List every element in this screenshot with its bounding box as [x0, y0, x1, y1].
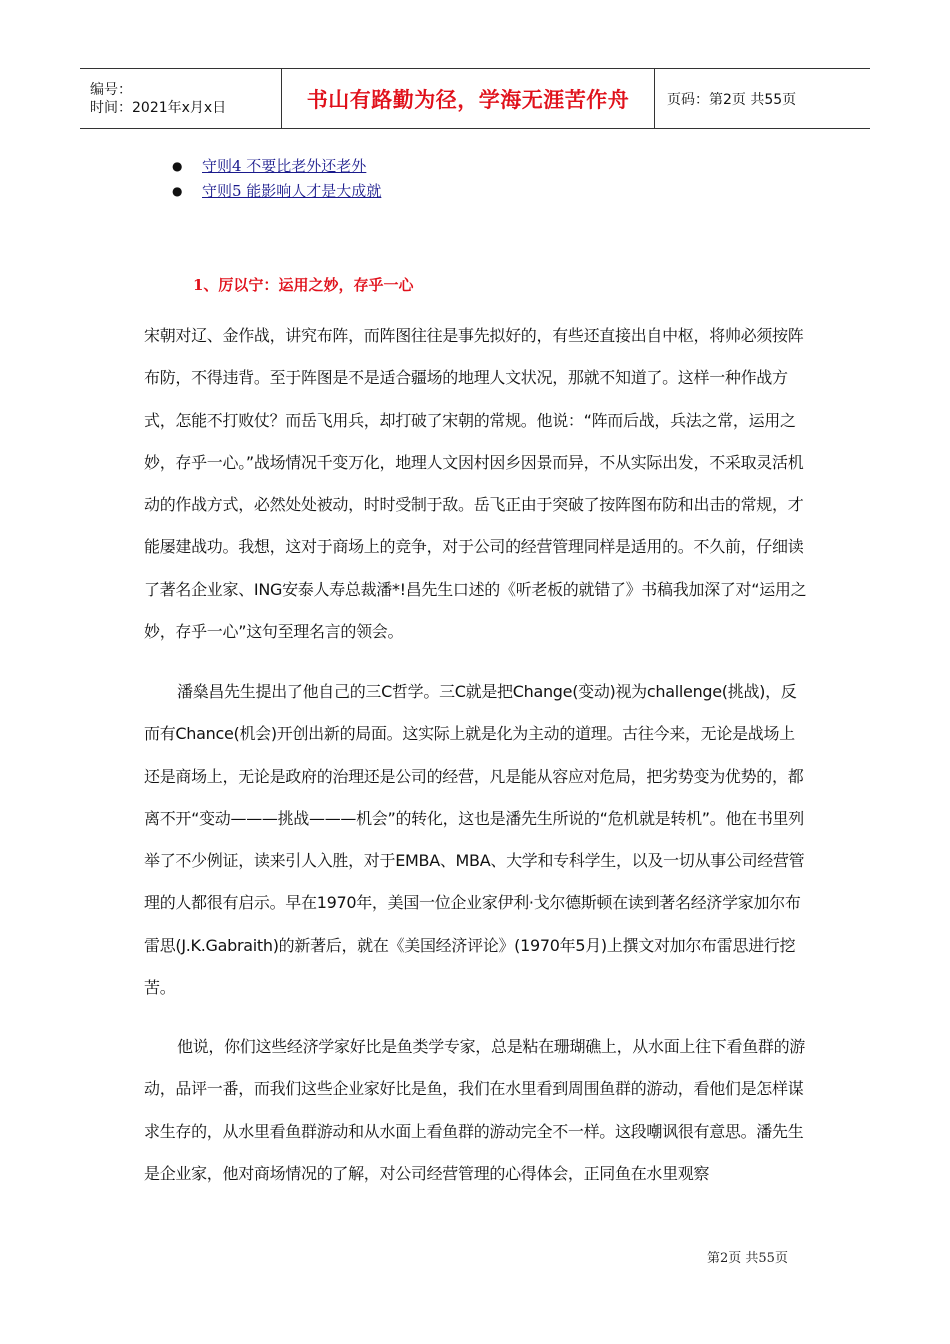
toc-link-rule-5[interactable]: 守则5 能影响人才是大成就	[202, 182, 382, 200]
list-item	[172, 154, 381, 179]
number-label: 编号：	[90, 81, 132, 98]
header-page-cell	[655, 69, 870, 128]
bullet-icon: ●	[172, 184, 183, 198]
header-motto-cell	[282, 69, 655, 128]
body-paragraph-3: 他说，你们这些经济学家好比是鱼类学专家，总是粘在珊瑚礁上，从水面上往下看鱼群的游动，品评一番，而我们这些企业家好比是鱼，我们在水里看到周围鱼群的游动，看他们是怎样谋求生存的，从水里看鱼群游动和从水面上看鱼群的游动完全不一样。这段嘲讽很有意思。潘先生是企业家，他对商场情况的了解，对公司经营管理的心得体会，正同鱼在水里观察	[144, 1037, 806, 1183]
header-meta-cell	[80, 69, 282, 128]
body-paragraph-1: 宋朝对辽、金作战，讲究布阵，而阵图往往是事先拟好的，有些还直接出自中枢，将帅必须按阵布防，不得违背。至于阵图是不是适合疆场的地理人文状况，那就不知道了。这样一种作战方式，怎能不打败仗？而岳飞用兵，却打破了宋朝的常规。他说：“阵而后战，兵法之常，运用之妙，存乎一心。”战场情况千变万化，地理人文因村因乡因景而异，不从实际出发，不采取灵活机动的作战方式，必然处处被动，时时受制于敌。岳飞正由于突破了按阵图布防和出击的常规，才能屡建战功。我想，这对于商场上的竞争，对于公司的经营管理同样是适用的。不久前，仔细读了著名企业家、ING安泰人寿总裁潘*!昌先生口述的《听老板的就错了》书稿我加深了对“运用之妙，存乎一心”这句至理名言的领会。	[144, 326, 807, 642]
toc-link-list	[172, 154, 381, 204]
page-footer: 第2页 共55页	[707, 1251, 788, 1266]
time-label: 时间：2021年x月x日	[90, 99, 227, 116]
list-item	[172, 179, 381, 204]
body-paragraph-2: 潘燊昌先生提出了他自己的三C哲学。三C就是把Change(变动)视为challenge(挑战)，反而有Chance(机会)开创出新的局面。这实际上就是化为主动的道理。古往今来，无论是战场上还是商场上，无论是政府的治理还是公司的经营，凡是能从容应对危局，把劣势变为优势的，都离不开“变动———挑战———机会”的转化，这也是潘先生所说的“危机就是转机”。他在书里列举了不少例证，读来引人入胜，对于EMBA、MBA、大学和专科学生，以及一切从事公司经营管理的人都很有启示。早在1970年，美国一位企业家伊利·戈尔德斯顿在读到著名经济学家加尔布雷思(J.K.Gabraith)的新著后，就在《美国经济评论》(1970年5月)上撰文对加尔布雷思进行挖苦。	[144, 682, 805, 998]
toc-link-rule-4[interactable]: 守则4 不要比老外还老外	[202, 157, 367, 175]
section-heading: 1、厉以宁：运用之妙，存乎一心	[193, 276, 414, 294]
bullet-icon: ●	[172, 159, 183, 173]
header-page-label: 页码：第2页 共55页	[667, 91, 797, 108]
motto-text: 书山有路勤为径，学海无涯苦作舟	[306, 86, 630, 112]
document-header	[80, 68, 870, 129]
